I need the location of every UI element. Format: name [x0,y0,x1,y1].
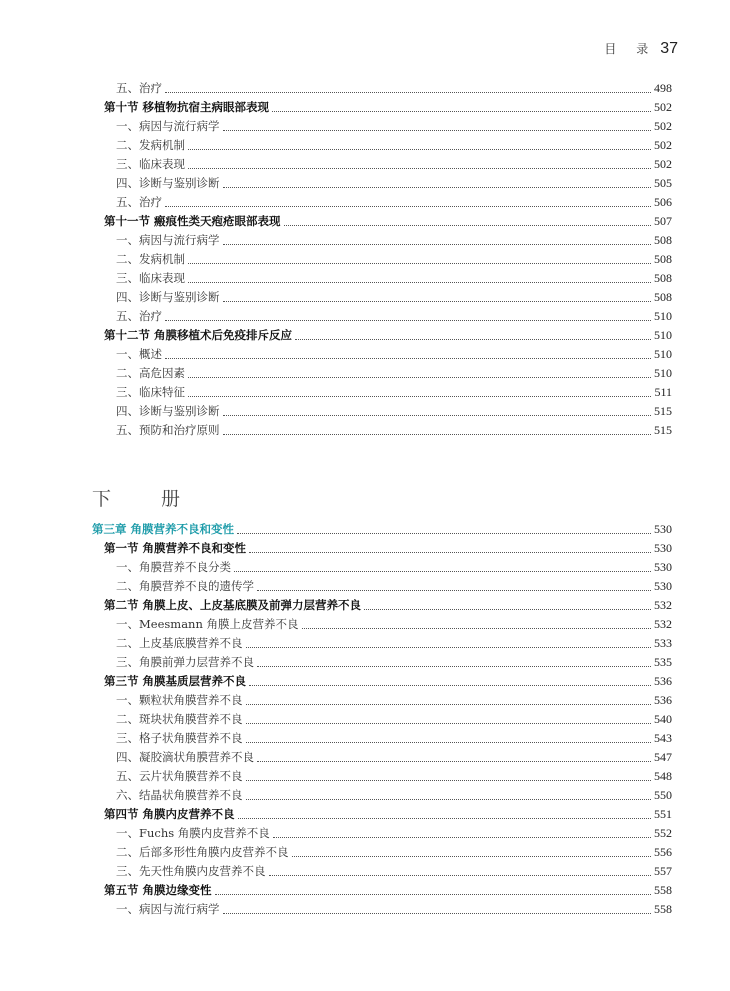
leader-dots [257,666,651,667]
toc-entry-title: 一、角膜营养不良分类 [116,560,231,574]
leader-dots [364,609,651,610]
toc-entry-item [92,862,672,881]
toc-entry-item [92,729,672,748]
toc-entry-title: 二、高危因素 [116,366,185,380]
running-head-label: 目 录 [604,42,657,56]
toc-entry-title: 三、临床特征 [116,385,185,399]
toc-entry-item [92,288,672,307]
toc-entry-page: 530 [654,522,672,536]
toc-entry-item [92,307,672,326]
leader-dots [246,799,652,800]
toc-entry-section [92,326,672,345]
toc-entry-section [92,672,672,691]
toc-entry-title: 二、发病机制 [116,138,185,152]
toc-entry-item [92,615,672,634]
toc-entry-item [92,710,672,729]
leader-dots [188,282,651,283]
toc-entry-item [92,691,672,710]
toc-entry-page: 508 [654,233,672,247]
leader-dots [292,856,652,857]
toc-entry-title: 一、Fuchs 角膜内皮营养不良 [116,826,270,840]
toc-entry-page: 511 [654,385,672,399]
toc-entry-page: 510 [654,347,672,361]
toc-entry-page: 535 [654,655,672,669]
toc-entry-page: 515 [654,404,672,418]
toc-entry-page: 505 [654,176,672,190]
toc-entry-title: 四、凝胶滴状角膜营养不良 [116,750,254,764]
leader-dots [295,339,651,340]
toc-entry-page: 532 [654,617,672,631]
toc-entry-page: 508 [654,271,672,285]
toc-entry-title: 二、发病机制 [116,252,185,266]
leader-dots [165,320,651,321]
toc-entry-title: 六、结晶状角膜营养不良 [116,788,243,802]
toc-entry-title: 五、云片状角膜营养不良 [116,769,243,783]
leader-dots [165,92,651,93]
toc-list-part1 [92,79,672,440]
toc-entry-title: 四、诊断与鉴别诊断 [116,404,220,418]
toc-entry-item [92,421,672,440]
toc-entry-item [92,193,672,212]
leader-dots [249,552,651,553]
toc-entry-title: 四、诊断与鉴别诊断 [116,176,220,190]
toc-entry-item [92,231,672,250]
toc-entry-title: 第三章 角膜营养不良和变性 [92,522,235,536]
leader-dots [223,244,652,245]
toc-entry-section [92,98,672,117]
toc-entry-page: 556 [654,845,672,859]
toc-entry-item [92,577,672,596]
toc-entry-item [92,786,672,805]
toc-entry-page: 536 [654,693,672,707]
page-header [604,40,678,58]
leader-dots [246,647,652,648]
leader-dots [223,913,652,914]
toc-entry-title: 第十二节 角膜移植术后免疫排斥反应 [104,328,293,342]
toc-entry-page: 548 [654,769,672,783]
leader-dots [249,685,651,686]
leader-dots [165,358,651,359]
toc-entry-title: 二、斑块状角膜营养不良 [116,712,243,726]
toc-entry-item [92,269,672,288]
toc-entry-item [92,250,672,269]
toc-entry-title: 二、后部多形性角膜内皮营养不良 [116,845,289,859]
toc-list-part2 [92,520,672,919]
leader-dots [188,263,651,264]
toc-entry-page: 502 [654,138,672,152]
toc-entry-section [92,596,672,615]
leader-dots [165,206,651,207]
toc-entry-item [92,79,672,98]
toc-entry-section [92,881,672,900]
toc-entry-page: 558 [654,902,672,916]
toc-entry-page: 550 [654,788,672,802]
toc-entry-title: 五、治疗 [116,81,162,95]
toc-entry-item [92,155,672,174]
toc-entry-page: 515 [654,423,672,437]
toc-entry-page: 530 [654,579,672,593]
toc-entry-page: 510 [654,366,672,380]
toc-entry-item [92,824,672,843]
leader-dots [269,875,652,876]
toc-entry-item [92,767,672,786]
leader-dots [234,571,651,572]
leader-dots [237,533,651,534]
toc-entry-item [92,174,672,193]
toc-entry-title: 二、上皮基底膜营养不良 [116,636,243,650]
toc-entry-title: 五、治疗 [116,195,162,209]
toc-entry-item [92,117,672,136]
toc-entry-item [92,748,672,767]
toc-entry-page: 547 [654,750,672,764]
toc-entry-title: 三、角膜前弹力层营养不良 [116,655,254,669]
leader-dots [223,301,652,302]
leader-dots [272,111,651,112]
toc-entry-page: 536 [654,674,672,688]
toc-entry-page: 532 [654,598,672,612]
toc-entry-title: 第十节 移植物抗宿主病眼部表现 [104,100,270,114]
toc-entry-item [92,364,672,383]
toc-entry-title: 一、病因与流行病学 [116,233,220,247]
toc-entry-title: 三、临床表现 [116,157,185,171]
toc-entry-page: 508 [654,252,672,266]
toc-entry-item [92,900,672,919]
toc-entry-title: 第五节 角膜边缘变性 [104,883,212,897]
toc-entry-page: 533 [654,636,672,650]
leader-dots [246,742,652,743]
toc-entry-page: 502 [654,119,672,133]
toc-entry-item [92,345,672,364]
leader-dots [188,377,651,378]
toc-entry-chapter [92,520,672,539]
toc-entry-section [92,539,672,558]
toc-entry-title: 二、角膜营养不良的遗传学 [116,579,254,593]
toc-entry-page: 558 [654,883,672,897]
leader-dots [273,837,651,838]
toc-entry-page: 540 [654,712,672,726]
toc-entry-title: 第二节 角膜上皮、上皮基底膜及前弹力层营养不良 [104,598,362,612]
leader-dots [257,761,651,762]
leader-dots [257,590,651,591]
leader-dots [223,415,652,416]
volume-heading: 下 册 [92,488,203,510]
page-number: 37 [660,40,678,57]
leader-dots [246,704,652,705]
toc-entry-item [92,558,672,577]
toc-entry-title: 第十一节 瘢痕性类天疱疮眼部表现 [104,214,281,228]
toc-entry-page: 502 [654,100,672,114]
toc-entry-section [92,212,672,231]
toc-entry-title: 五、治疗 [116,309,162,323]
toc-entry-title: 第四节 角膜内皮营养不良 [104,807,235,821]
leader-dots [223,130,652,131]
toc-entry-title: 三、格子状角膜营养不良 [116,731,243,745]
leader-dots [246,780,652,781]
leader-dots [188,149,651,150]
toc-entry-page: 508 [654,290,672,304]
leader-dots [188,396,651,397]
toc-entry-title: 一、病因与流行病学 [116,119,220,133]
toc-entry-page: 502 [654,157,672,171]
toc-entry-page: 530 [654,541,672,555]
leader-dots [302,628,651,629]
toc-entry-item [92,634,672,653]
toc-entry-title: 一、Meesmann 角膜上皮营养不良 [116,617,299,631]
leader-dots [223,187,652,188]
leader-dots [238,818,651,819]
toc-entry-page: 543 [654,731,672,745]
toc-entry-page: 507 [654,214,672,228]
toc-entry-title: 五、预防和治疗原则 [116,423,220,437]
toc-entry-page: 557 [654,864,672,878]
toc-entry-title: 一、概述 [116,347,162,361]
toc-entry-page: 552 [654,826,672,840]
toc-entry-item [92,383,672,402]
toc-entry-title: 一、颗粒状角膜营养不良 [116,693,243,707]
leader-dots [223,434,652,435]
toc-entry-page: 498 [654,81,672,95]
toc-entry-page: 510 [654,309,672,323]
toc-entry-item [92,402,672,421]
toc-entry-title: 三、临床表现 [116,271,185,285]
leader-dots [246,723,652,724]
toc-entry-title: 一、病因与流行病学 [116,902,220,916]
toc-entry-title: 第一节 角膜营养不良和变性 [104,541,247,555]
toc-entry-page: 551 [654,807,672,821]
leader-dots [215,894,651,895]
toc-entry-item [92,843,672,862]
toc-entry-page: 506 [654,195,672,209]
leader-dots [284,225,651,226]
toc-entry-item [92,653,672,672]
toc-entry-section [92,805,672,824]
toc-entry-page: 510 [654,328,672,342]
toc-entry-title: 四、诊断与鉴别诊断 [116,290,220,304]
toc-entry-page: 530 [654,560,672,574]
leader-dots [188,168,651,169]
toc-entry-item [92,136,672,155]
toc-entry-title: 第三节 角膜基质层营养不良 [104,674,247,688]
toc-entry-title: 三、先天性角膜内皮营养不良 [116,864,266,878]
